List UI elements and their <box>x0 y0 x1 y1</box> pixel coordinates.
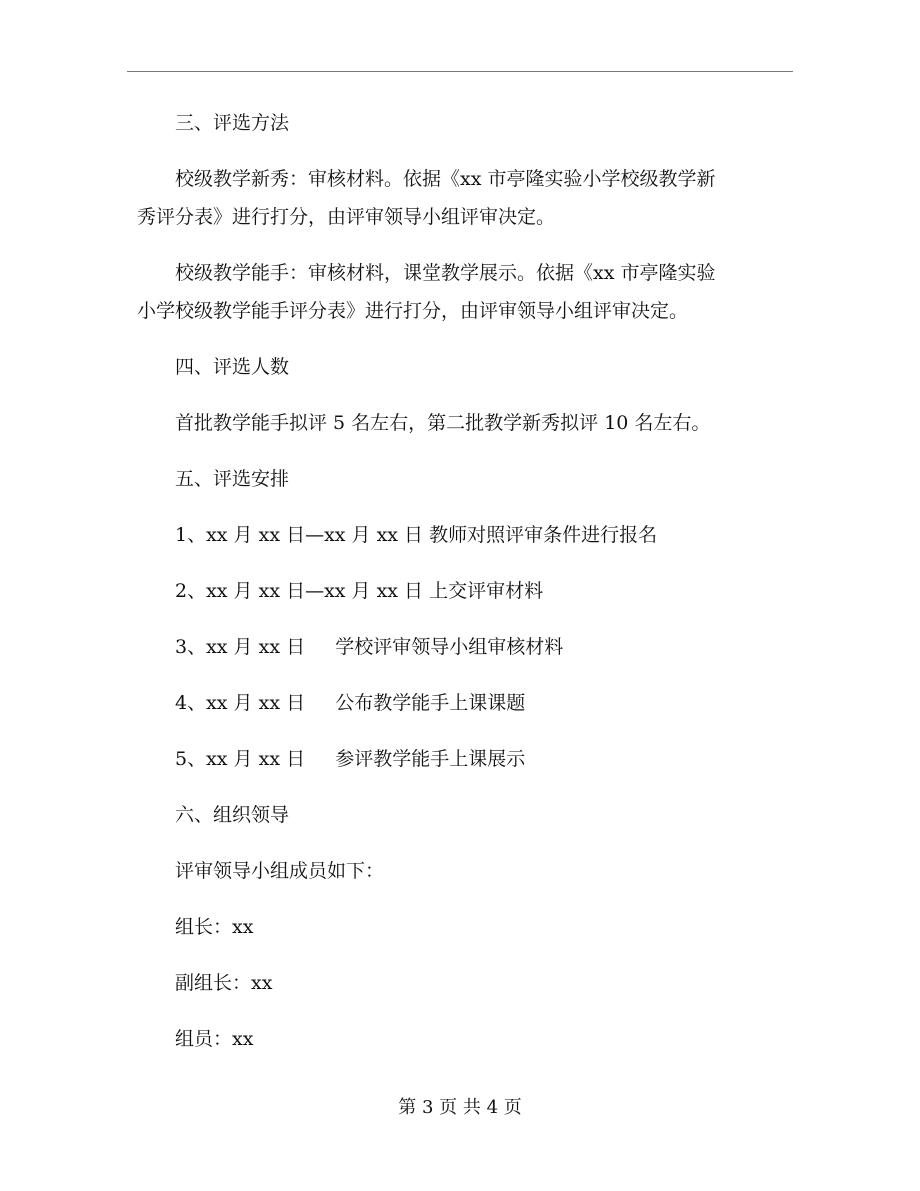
paragraph-able-teacher-line-2: 小学校级教学能手评分表》进行打分，由评审领导小组评审决定。 <box>137 300 689 322</box>
paragraph-new-teacher-line-2: 秀评分表》进行打分，由评审领导小组评审决定。 <box>137 206 556 228</box>
section-heading-leadership: 六、组织领导 <box>175 804 290 826</box>
schedule-item-5: 5、xx 月 xx 日 参评教学能手上课展示 <box>175 748 526 770</box>
schedule-item-1: 1、xx 月 xx 日—xx 月 xx 日 教师对照评审条件进行报名 <box>175 524 658 546</box>
paragraph-new-teacher-line-1: 校级教学新秀：审核材料。依据《xx 市亭隆实验小学校级教学新 <box>175 168 716 190</box>
paragraph-able-teacher-line-1: 校级教学能手：审核材料，课堂教学展示。依据《xx 市亭隆实验 <box>175 262 716 284</box>
schedule-item-3: 3、xx 月 xx 日 学校评审领导小组审核材料 <box>175 636 564 658</box>
paragraph-members-intro: 评审领导小组成员如下： <box>175 860 385 882</box>
section-heading-count: 四、评选人数 <box>175 356 290 378</box>
member-line: 组员：xx <box>175 1028 254 1050</box>
section-heading-evaluation-method: 三、评选方法 <box>175 112 290 134</box>
page-number-footer: 第 3 页 共 4 页 <box>398 1097 522 1118</box>
paragraph-count: 首批教学能手拟评 5 名左右，第二批教学新秀拟评 10 名左右。 <box>175 412 711 434</box>
section-heading-schedule: 五、评选安排 <box>175 468 290 490</box>
header-rule <box>127 71 793 72</box>
document-body <box>137 104 793 1058</box>
schedule-item-2: 2、xx 月 xx 日—xx 月 xx 日 上交评审材料 <box>175 580 544 602</box>
vice-leader-line: 副组长：xx <box>175 972 273 994</box>
schedule-item-4: 4、xx 月 xx 日 公布教学能手上课课题 <box>175 692 526 714</box>
leader-line: 组长：xx <box>175 916 254 938</box>
